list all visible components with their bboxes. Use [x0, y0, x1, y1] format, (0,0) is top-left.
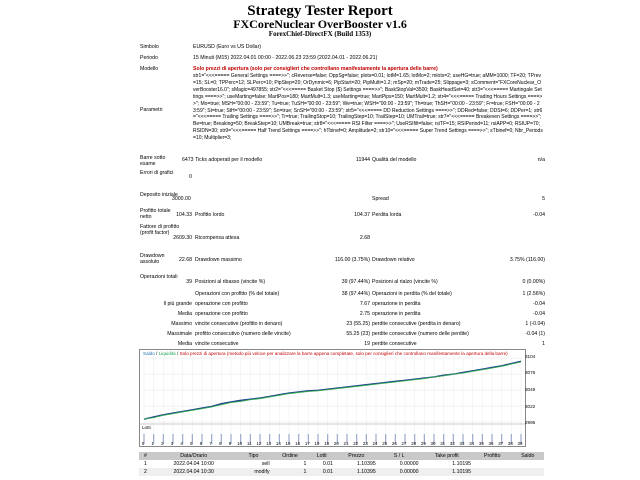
cell: [473, 468, 511, 476]
y-tick-1: 3076: [525, 370, 536, 375]
report-title: Strategy Tester Report: [247, 3, 393, 19]
x-tick: 23: [362, 441, 368, 446]
x-tick: 33: [459, 441, 465, 446]
largest-loss-label: operazione in perdita: [372, 301, 421, 307]
balance-line: [144, 361, 521, 419]
loss-trades-value: 1 (2.56%): [522, 291, 545, 297]
x-tick: 12: [256, 441, 262, 446]
gross-loss-label: Perdita lorda: [372, 212, 402, 218]
maximal-consec-loss-label: perdite consecutive (numero delle perdite): [372, 331, 469, 337]
net-profit-label: Profitto totale netto: [140, 208, 171, 221]
abs-drawdown-value: 22.68: [179, 257, 192, 263]
legend-note: Solo prezzi di apertura (metodo più veloce per analizzare la barre appena completate, solo per consiglieri che controllano manifestamente la apertura della barre): [179, 351, 508, 356]
x-tick: 25: [382, 441, 388, 446]
chart-legend: Saldo / Liquidità / Solo prezzi di apertura (metodo più veloce per analizzare la barre appena completate, solo per consiglieri che controllano manifestamente la apertura della barre): [143, 351, 508, 356]
x-tick: 20: [333, 441, 339, 446]
x-tick: 17: [304, 441, 310, 446]
avg-profit-value: 2.75: [359, 311, 370, 317]
table-row: [139, 468, 544, 476]
x-tick: 27: [401, 441, 407, 446]
cell: 1: [144, 461, 147, 467]
x-tick: 30: [430, 441, 436, 446]
max-drawdown-value: 116.00 (3.75%): [334, 257, 370, 263]
col-price: Prezzo: [335, 452, 378, 460]
chart-errors-value: 0: [189, 174, 192, 180]
cell: 0.01: [308, 468, 335, 476]
table-header: [139, 452, 544, 460]
period-label: Periodo: [140, 55, 158, 61]
col-lots: Lotti: [308, 452, 335, 460]
params-text: str1="<<<===== General Settings ====>>"; cReverse=false; OppSg=false; plots=0.01; lotM=1.65; lotMo=2; mlots=2; useHG=true; aMM=1000; TF=20; TPrev=15; SL=0; TPPerc=12; SLPerc=10; PipStep=20; OrDynmic=6; PipStart=20; PipMulti=1.2; mSp=20; mTrade=25; Slippage=3; sComment="FXCoreNuclear_OverBooster16.0"; sMagic=497855; str2="<<<===== Basket Stop ($) Settings ====>>"; BaskStopVal=3500; BaskHeadSet=40; str3="<<<===== Martingale Settings ====>>"; useMarting=false; MartPos=180; MartMult=1.3; useMarting=true; MartPips=150; MartMult=1.2; str4="<<<===== Trading Hours Settings ====>>"; Mo=true; MSH="00:00 - 23:59"; Tu=true; TuSH="00:00 - 23:59"; We=true; WSH="00:00 - 23:59"; Th=true; ThSH="00:00 - 23:59"; Fr=true; FSH="00:00 - 23:59"; St=true; StH="00:00 - 23:59"; Sn=true; SnSH="00:00 - 23:59"; str5="<<<===== DD Reduction Settings ====>>"; DDRed=false; DDSt=6; DDPer=1; str6="<<<===== Trailing Settings ====>>"; Tr=true; TrailingStop=10; TrailingStep=10; TrailStep=10; UMTrail=true; str7="<<<===== Breakeven Settings ====>>"; Be=true; Breaking=50; BreakStep=10; UMBreak=true; str8="<<<===== RSI Filter ====>>"; UseRSIfilt=false; rsiTF=15; RSIPeriod=11; rsiAPP=0; RSIUP=70; RSIDN=30; str9="<<<===== Half Trend Settings ====>>"; hTbinef=0; Amplitude=2; str10="<<<===== Super Trend Settings ====>>"; sTbinef=0; Nbr_Periods=10; Multiplier=3;: [193, 73, 543, 142]
cell: 1.10195: [452, 461, 472, 467]
gross-profit-value: 104.37: [354, 212, 370, 218]
col-datetime: Data/Orario: [152, 452, 235, 460]
bars-value: 6473: [182, 157, 194, 163]
col-order: Ordine: [272, 452, 309, 460]
legend-balance: Saldo: [143, 351, 155, 356]
avg-loss-label: operazione in perdita: [372, 311, 421, 317]
x-tick: 1: [151, 441, 154, 446]
params-label: Parametri: [140, 107, 163, 113]
cell: [511, 460, 544, 468]
lots-label: Lotti: [142, 425, 151, 430]
avg-consec-losses-value: 1: [542, 341, 545, 347]
avg-consec-wins-value: 19: [364, 341, 370, 347]
cell: 0.00000: [378, 468, 421, 476]
cell: 0.00000: [399, 461, 419, 467]
largest-label: Il più grande: [163, 301, 192, 307]
largest-profit-value: 7.67: [359, 301, 370, 307]
avg-loss-value: -0.04: [533, 311, 545, 317]
cell: [473, 460, 511, 468]
max-drawdown-label: Drawdown massimo: [195, 257, 242, 263]
long-positions-label: Posizioni al rialzo (vincite %): [372, 279, 438, 285]
x-tick: 7: [209, 441, 212, 446]
equity-line: [144, 362, 521, 419]
abs-drawdown-label: Drawdown assoluto: [140, 253, 165, 266]
average-consec-label: Media: [177, 341, 192, 347]
total-trades-value: 39: [186, 279, 192, 285]
ticks-value: 11944: [355, 157, 370, 163]
col-profit: Profitto: [473, 452, 511, 460]
balance-chart: [139, 349, 526, 447]
symbol-label: Simbolo: [140, 44, 159, 50]
x-tick: 24: [372, 441, 378, 446]
cell: sell: [261, 461, 270, 467]
largest-profit-label: operazione con profitto: [195, 301, 248, 307]
x-tick: 31: [440, 441, 446, 446]
loss-trades-label: Operazioni in perdita (% del totale): [372, 291, 452, 297]
x-tick: 38: [507, 441, 513, 446]
x-tick: 22: [353, 441, 359, 446]
short-positions-value: 39 (97.44%): [341, 279, 370, 285]
profit-factor-label: Fattore di profitto (profit factor): [140, 224, 180, 237]
balance-chart-svg: [140, 350, 525, 446]
x-tick: 18: [314, 441, 320, 446]
symbol-value: EURUSD (Euro vs US Dollar): [193, 44, 262, 50]
gross-profit-label: Profitto lordo: [195, 212, 225, 218]
x-tick: 10: [237, 441, 243, 446]
x-tick: 13: [266, 441, 272, 446]
x-tick: 16: [295, 441, 301, 446]
table-row: [139, 460, 544, 468]
cell: 2: [139, 468, 152, 476]
x-tick: 15: [285, 441, 291, 446]
spread-value: 5: [542, 196, 545, 202]
x-tick: 14: [275, 441, 281, 446]
col-balance: Saldo: [511, 452, 544, 460]
cell: 1.10395: [356, 461, 376, 467]
average-label: Media: [177, 311, 192, 317]
cell: 0.01: [322, 461, 333, 467]
y-tick-0: 3104: [525, 354, 536, 359]
ticks-label: Ticks adoperati per il modello: [195, 157, 263, 163]
max-consec-losses-value: 1 (-0.04): [525, 321, 545, 327]
cell: 2022.04.04 10:30: [152, 468, 235, 476]
x-tick: 6: [199, 441, 203, 446]
maximal-consec-profit-label: profitto consecutivo (numero delle vincite): [195, 331, 291, 337]
model-label: Modello: [140, 66, 159, 72]
profit-trades-label: Operazioni con profitto (% del totale): [195, 291, 280, 297]
chart-errors-label: Errori di grafici: [140, 170, 174, 176]
rel-drawdown-label: Drawdown relativo: [372, 257, 415, 263]
x-tick: 0: [141, 441, 145, 446]
x-tick: 37: [498, 441, 504, 446]
period-value: 15 Minuti (M15) 2022.04.01 00:00 - 2022.06.23 23:59 (2022.04.01 - 2022.06.21): [193, 55, 378, 61]
rel-drawdown-value: 3.75% (116.00): [509, 257, 545, 263]
quality-label: Qualità del modello: [372, 157, 417, 163]
expected-payoff-value: 2.68: [359, 235, 370, 241]
cell: 1.10195: [421, 468, 474, 476]
y-tick-4: 2995: [525, 420, 536, 425]
short-positions-label: Posizioni al ribasso (vincite %): [195, 279, 266, 285]
cell: 2022.04.04 10:00: [173, 461, 214, 467]
net-profit-value: 104.33: [176, 212, 192, 218]
maximal-consec-loss-value: -0.04 (1): [525, 331, 545, 337]
y-tick-3: 3022: [525, 404, 536, 409]
profit-factor-value: 2609.30: [173, 235, 192, 241]
maximal-consec-profit-value: 55.25 (23): [346, 331, 370, 337]
x-tick: 3: [170, 441, 174, 446]
x-tick: 29: [420, 441, 426, 446]
x-tick: 28: [411, 441, 417, 446]
broker-name: ForexChief-DirectFX (Build 1353): [268, 30, 372, 38]
x-tick: 36: [488, 441, 494, 446]
largest-loss-value: -0.04: [533, 301, 545, 307]
max-consec-losses-label: perdite consecutive (perdita in denaro): [372, 321, 461, 327]
cell: 1: [303, 461, 307, 467]
quality-value: n/a: [537, 157, 545, 163]
col-sl: S / L: [378, 452, 421, 460]
col-tp: Take profit: [421, 452, 474, 460]
gross-loss-value: -0.04: [533, 212, 545, 218]
x-tick: 19: [324, 441, 330, 446]
cell: 1: [272, 468, 309, 476]
expected-payoff-label: Ricompensa attesa: [195, 235, 240, 241]
avg-consec-wins-label: vincite consecutive: [195, 341, 239, 347]
col-type: Tipo: [235, 452, 271, 460]
x-tick: 11: [247, 441, 252, 446]
strategy-name: FXCoreNuclear OverBooster v1.6: [233, 17, 407, 31]
col-index: #: [139, 452, 152, 460]
x-tick: 35: [478, 441, 484, 446]
cell: modify: [235, 468, 271, 476]
y-tick-2: 3049: [525, 387, 536, 392]
x-tick: 4: [180, 441, 183, 446]
maximal-label: Massimale: [167, 331, 192, 337]
long-positions-value: 0 (0.00%): [522, 279, 545, 285]
x-tick: 26: [391, 441, 397, 446]
total-trades-label: Operazioni totali: [140, 274, 178, 280]
spread-label: Spread: [372, 196, 389, 202]
avg-profit-label: operazione con profitto: [195, 311, 248, 317]
max-consec-wins-label: vincite consecutive (profitto in denaro): [195, 321, 283, 327]
max-consec-wins-value: 23 (55.25): [346, 321, 370, 327]
legend-equity: Liquidità: [158, 351, 176, 356]
deposit-value: 3000.00: [172, 196, 191, 202]
x-tick: 21: [343, 441, 349, 446]
avg-consec-losses-label: perdite consecutive: [372, 341, 417, 347]
deposit-label: Deposito iniziale: [140, 192, 178, 198]
x-tick: 2: [161, 441, 164, 446]
cell: [511, 468, 544, 476]
x-tick: 32: [449, 441, 455, 446]
x-tick: 8: [219, 441, 222, 446]
trades-table: [139, 452, 544, 476]
x-tick: 5: [190, 441, 193, 446]
maximum-label: Massimo: [171, 321, 192, 327]
x-tick: 39: [517, 441, 523, 446]
cell: 1.10395: [335, 468, 378, 476]
x-tick: 9: [228, 441, 232, 446]
bars-label: Barre sotto esame: [140, 155, 166, 168]
model-value: Solo prezzi di apertura (solo per consiglieri che controllano manifestamente la apertura delle barre): [193, 66, 438, 72]
x-tick: 34: [469, 441, 475, 446]
profit-trades-value: 38 (97.44%): [341, 291, 370, 297]
